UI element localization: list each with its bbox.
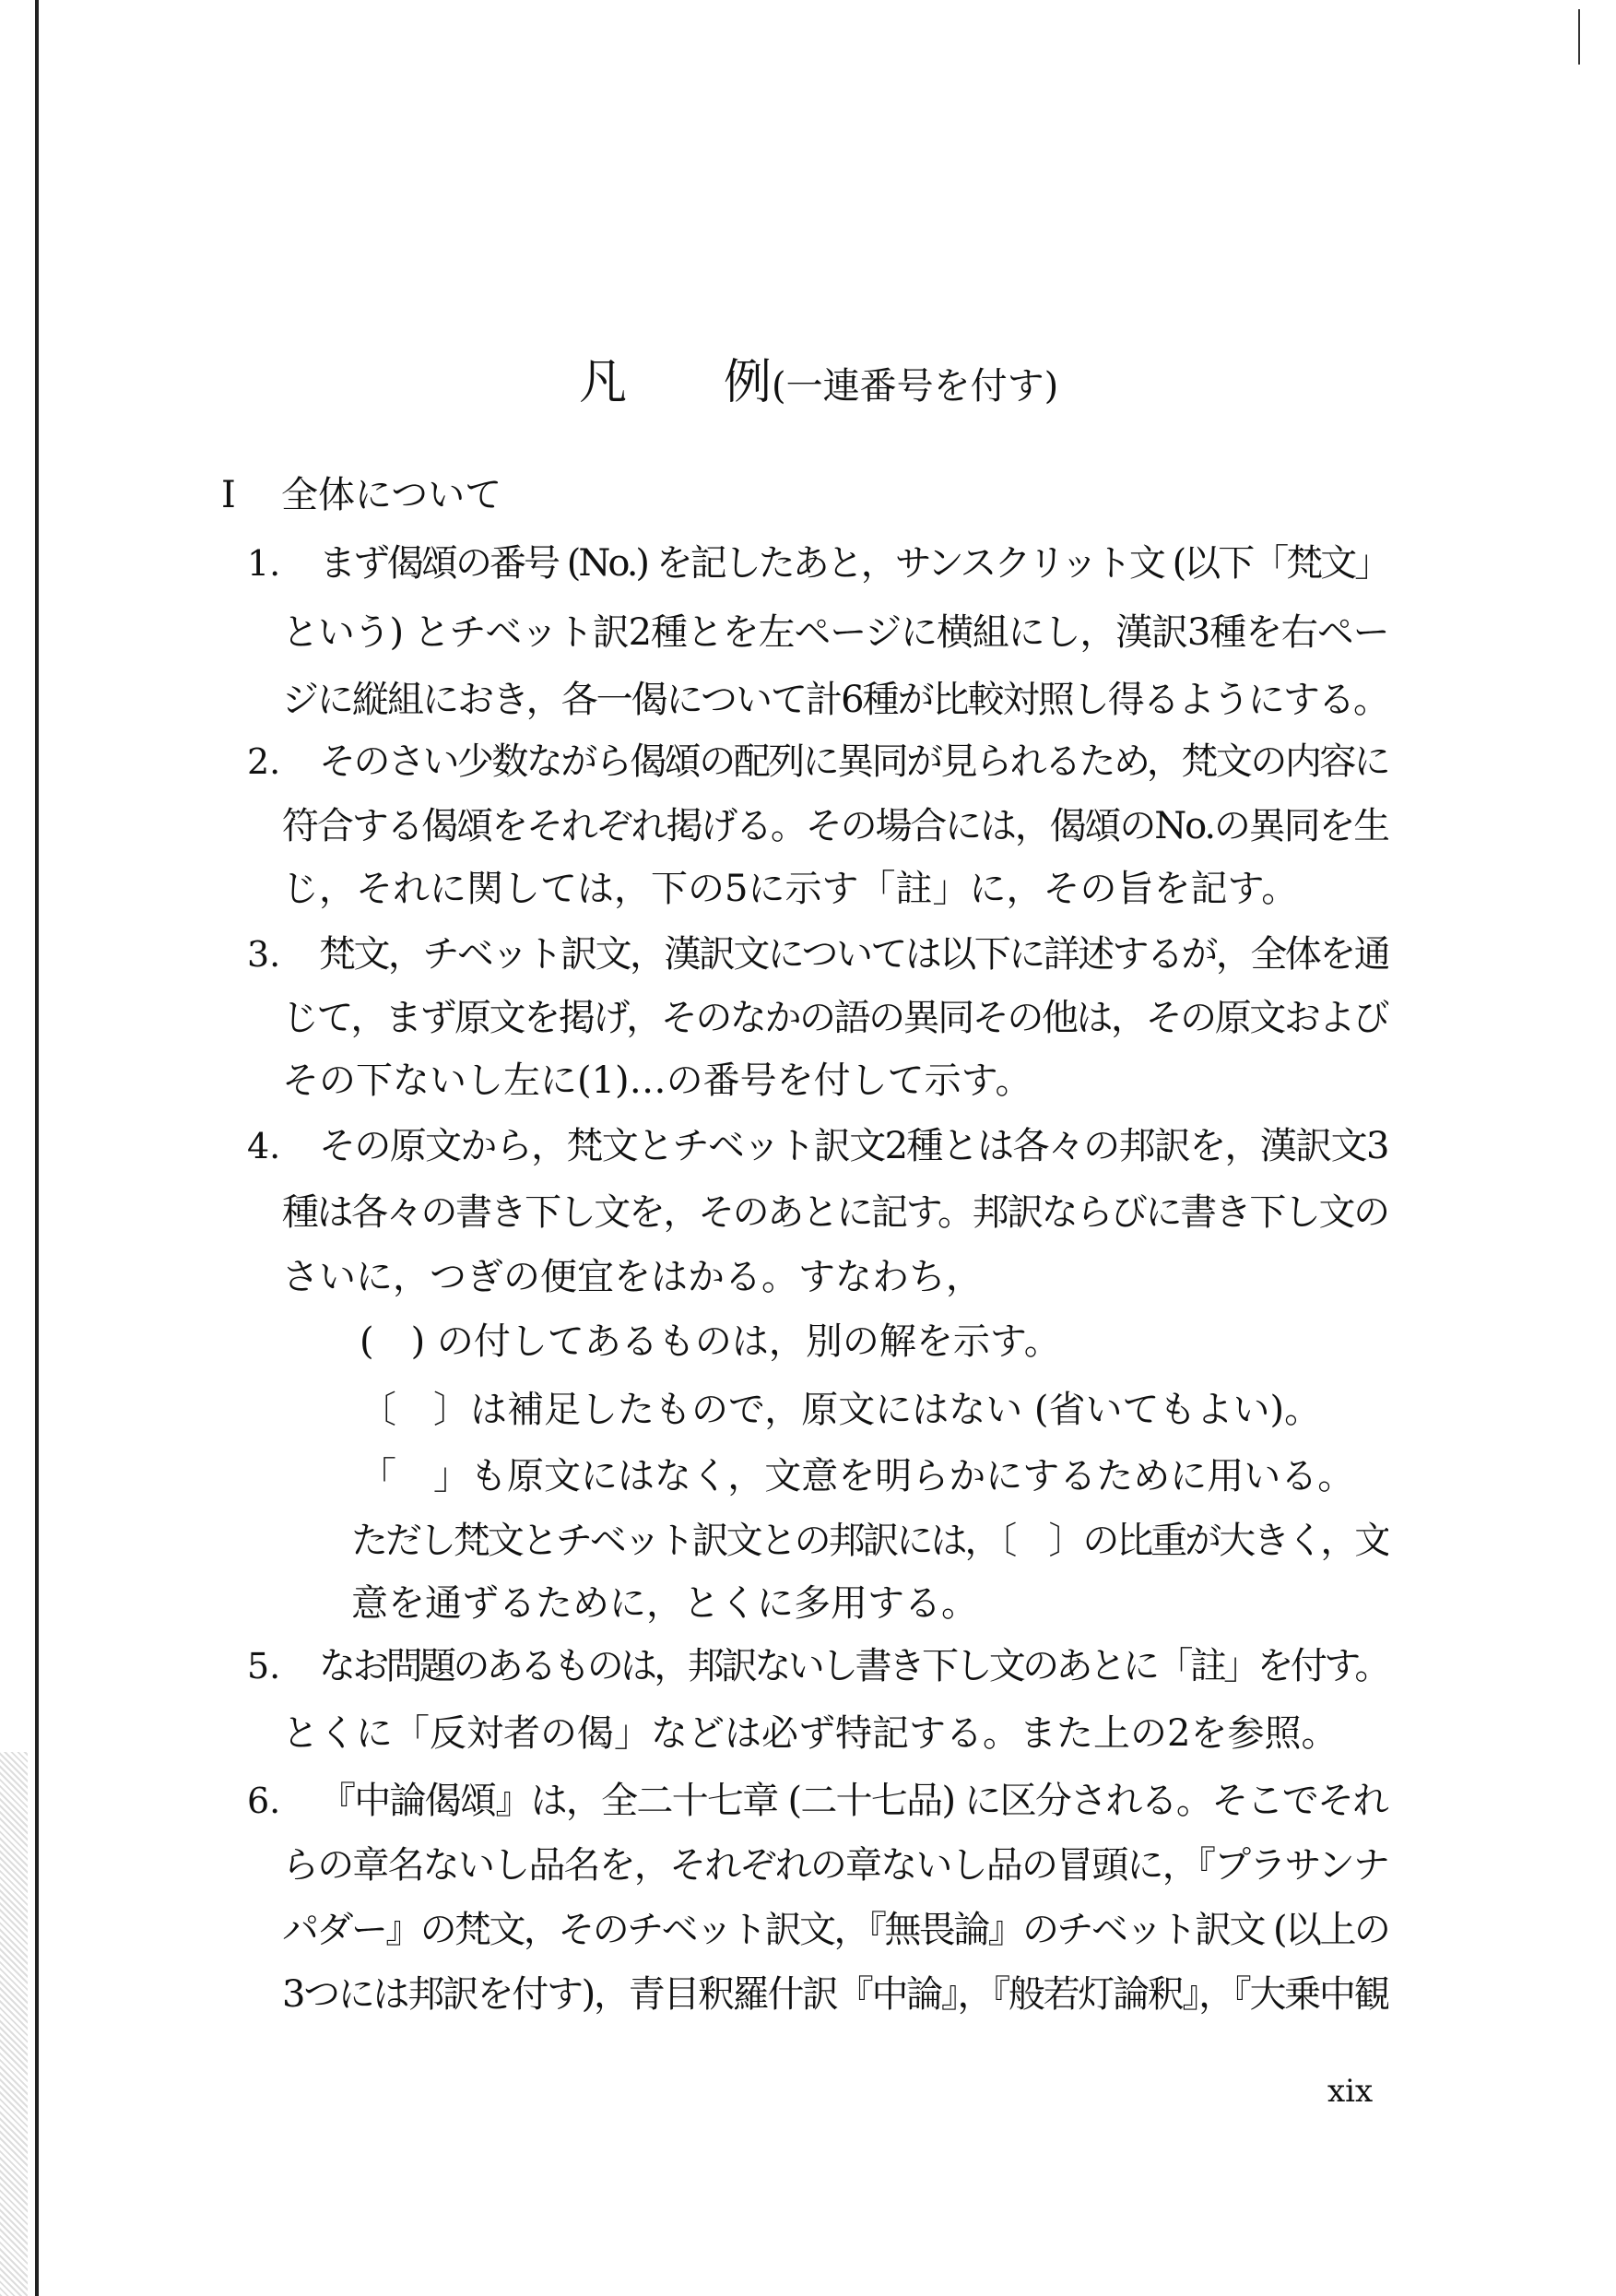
item-number: 1. <box>247 543 281 584</box>
section-heading: 全体について <box>281 474 502 516</box>
title-subtitle: (一連番号を付す) <box>772 365 1059 408</box>
title-char-2: 例 <box>724 355 773 410</box>
item-line: 梵文，チベット訳文，漢訳文については以下に詳述するが，全体を通 <box>319 933 1388 976</box>
convention-line: 〔 〕は補足したもので，原文にはない (省いてもよい)。 <box>360 1389 1322 1431</box>
page-edge-shadow <box>35 0 39 2296</box>
item-number: 3. <box>247 934 281 975</box>
note-line: ただし梵文とチベット訳文との邦訳には，〔 〕の比重が大きく，文 <box>351 1520 1388 1562</box>
item-number: 4. <box>247 1126 281 1166</box>
page-title <box>579 355 1058 414</box>
item-line: という) とチベット訳2種とを左ページに横組にし，漢訳3種を右ペー <box>282 611 1388 654</box>
item-line: その原文から，梵文とチベット訳文2種とは各々の邦訳を，漢訳文3 <box>319 1125 1388 1167</box>
item-line: そのさい少数ながら偈頌の配列に異同が見られるため，梵文の内容に <box>319 740 1388 783</box>
item-line: さいに，つぎの便宜をはかる。すなわち， <box>282 1256 983 1298</box>
item-line: 符合する偈頌をそれぞれ掲げる。その場合には，偈頌のNo.の異同を生 <box>282 805 1388 847</box>
item-number: 2. <box>247 741 281 782</box>
item-line: じ，それに関しては，下の5に示す「註」に，その旨を記す。 <box>282 868 1299 910</box>
note-line: 意を通ずるために，とくに多用する。 <box>351 1582 978 1625</box>
item-line: とくに「反対者の偈」などは必ず特記する。また上の2を参照。 <box>282 1712 1339 1755</box>
item-line: パダー』の梵文，そのチベット訳文，『無畏論』のチベット訳文 (以上の <box>282 1909 1388 1951</box>
scan-noise <box>0 1752 28 2296</box>
item-line: その下ないし左に(1)…の番号を付して示す。 <box>282 1059 1032 1102</box>
title-char-1: 凡 <box>579 355 628 410</box>
page-number: xix <box>1327 2073 1374 2110</box>
item-number: 6. <box>247 1781 281 1821</box>
section-numeral: I <box>221 474 236 516</box>
item-number: 5. <box>247 1646 281 1686</box>
item-line: なお問題のあるものは，邦訳ないし書き下し文のあとに「註」を付す。 <box>319 1645 1388 1687</box>
scan-mark <box>1578 9 1580 65</box>
convention-line: 「 」も原文にはなく，文意を明らかにするために用いる。 <box>360 1455 1355 1497</box>
item-line: 3つには邦訳を付す)，青目釈羅什訳『中論』，『般若灯論釈』，『大乗中観 <box>282 1973 1388 2016</box>
item-line: 種は各々の書き下し文を，そのあとに記す。邦訳ならびに書き下し文の <box>282 1191 1388 1234</box>
convention-line: ( ) の付してあるものは，別の解を示す。 <box>360 1320 1061 1363</box>
item-line: じて，まず原文を掲げ，そのなかの語の異同その他は，その原文および <box>282 997 1388 1039</box>
item-line: 『中論偈頌』は，全二十七章 (二十七品) に区分される。そこでそれ <box>319 1780 1388 1822</box>
item-line: まず偈頌の番号 (No.) を記したあと，サンスクリット文 (以下「梵文」 <box>319 542 1388 585</box>
item-line: らの章名ないし品名を，それぞれの章ないし品の冒頭に，『プラサンナ <box>282 1844 1388 1887</box>
item-line: ジに縦組におき，各一偈について計6種が比較対照し得るようにする。 <box>282 679 1388 721</box>
